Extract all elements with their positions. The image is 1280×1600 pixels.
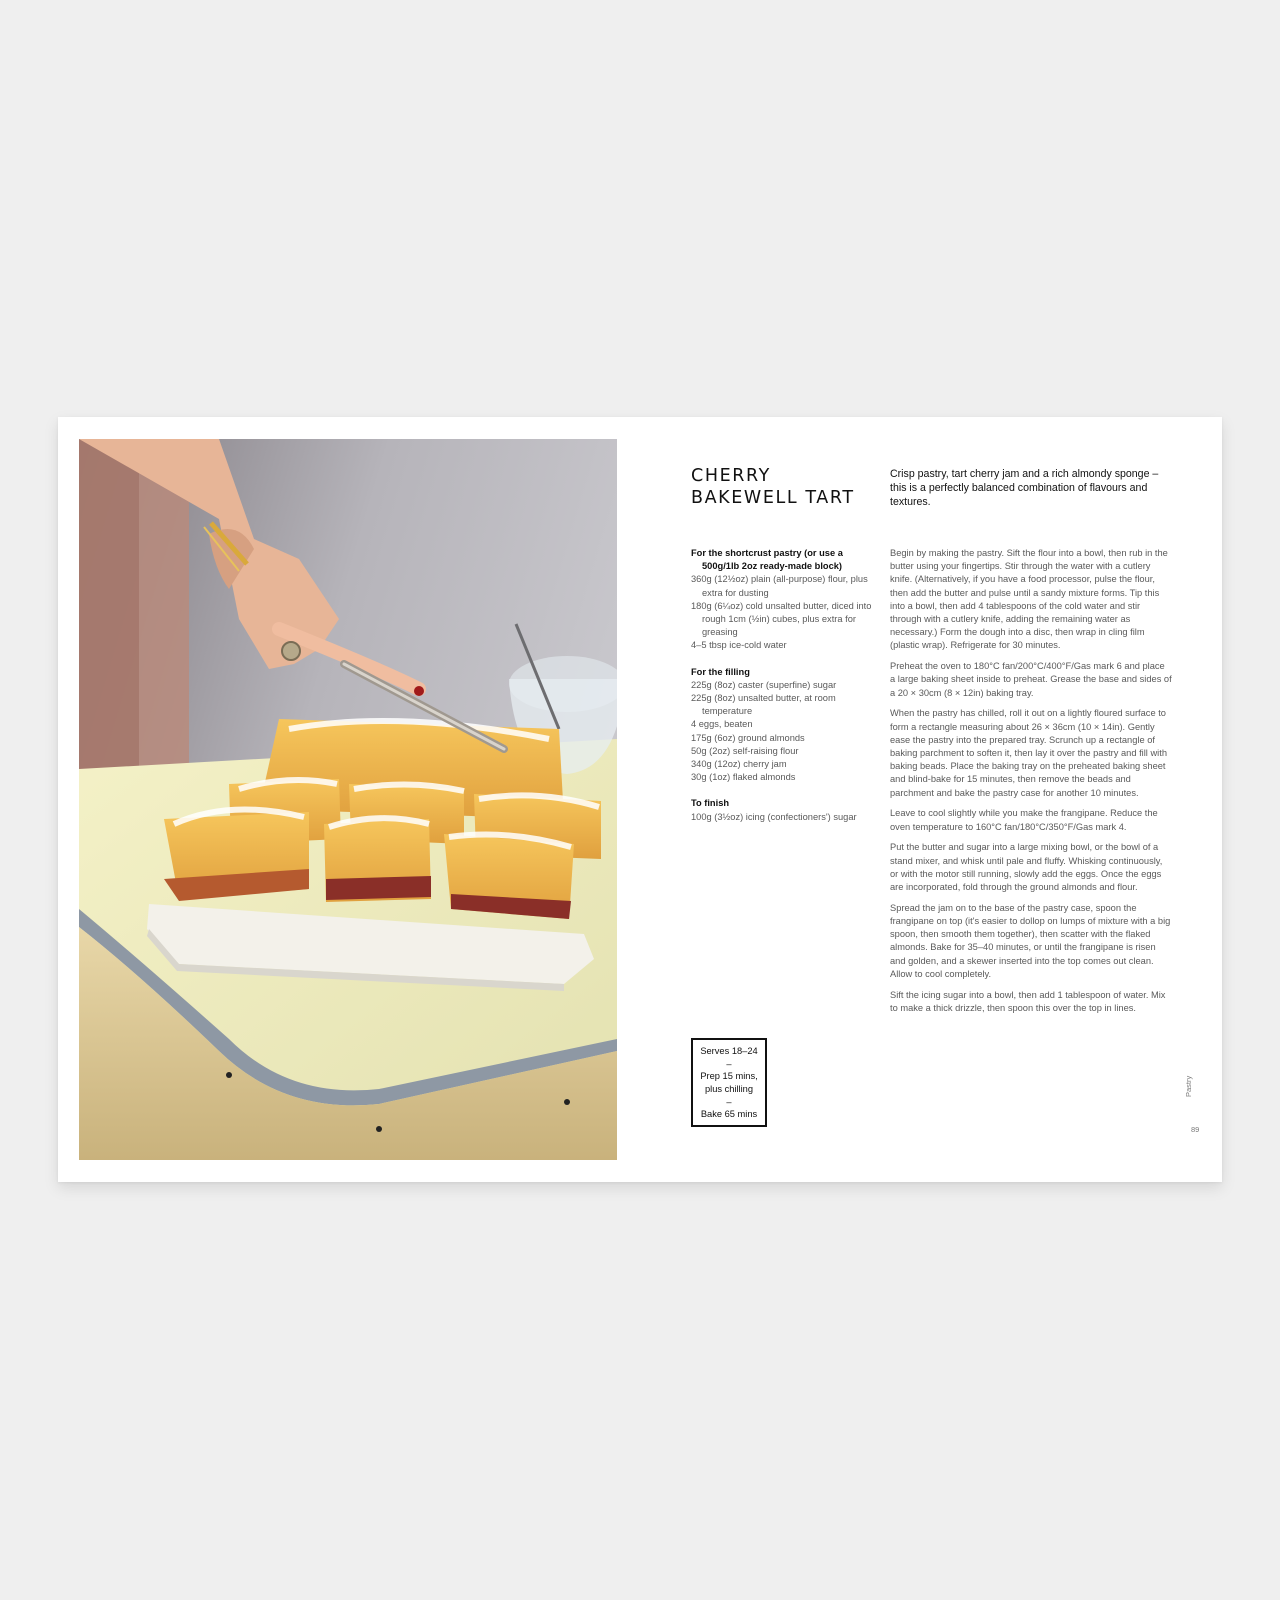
separator-dash: –	[726, 1097, 732, 1107]
recipe-title-line-1: CHERRY	[691, 466, 771, 486]
ingredient-item: 175g (6oz) ground almonds	[691, 732, 805, 743]
ingredient-group-heading: For the filling	[691, 666, 750, 677]
method-paragraph: When the pastry has chilled, roll it out on a lightly floured surface to form a rectangle measuring about 26 × 36cm (10 × 14in). Gently ease the pastry into the prepared tray. Scrunch up a rectangle of baking parchment to soften it, then lay it over the pastry and fill with baking beads. Place the baking tray on the preheated baking sheet and blind-bake for 15 minutes, then remove the beads and parchment and bake the pastry case for another 10 minutes.	[890, 708, 1167, 798]
method-paragraph: Spread the jam on to the base of the pastry case, spoon the frangipane on top (it's easier to dollop on lumps of mixture with a big spoon, then smooth them together), then scatter with the flaked almonds. Bake for 35–40 minutes, or until the frangipane is risen and golden, and a skewer inserted into the top comes out clean. Allow to cool completely.	[890, 902, 1171, 979]
ingredient-group-pastry	[691, 547, 875, 653]
method-paragraph: Begin by making the pastry. Sift the flour into a bowl, then rub in the butter using your fingertips. Stir through the water with a cutlery knife. (Alternatively, if you have a food processor, pulse the flour, then add the butter and pulse until a sandy mixture forms. Tip this into a bowl, then add 4 tablespoons of the cold water and stir through with a cutlery knife, adding the remaining water as necessary.) Form the dough into a disc, then wrap in cling film (plastic wrap). Refrigerate for 30 minutes.	[890, 548, 1168, 651]
ingredient-item: 180g (6¼oz) cold unsalted butter, diced into rough 1cm (½in) cubes, plus extra for greasing	[691, 600, 872, 638]
ingredient-group-finish	[691, 797, 875, 823]
page-number: 89	[1191, 1125, 1200, 1134]
serves-text: Serves 18–24	[700, 1046, 758, 1056]
method-steps	[890, 547, 1172, 1023]
recipe-title	[691, 465, 891, 509]
serving-info-box	[691, 1038, 767, 1127]
ingredient-group-heading: To finish	[691, 798, 730, 809]
ingredient-item: 4 eggs, beaten	[691, 719, 753, 730]
separator-dash: –	[726, 1059, 732, 1069]
method-paragraph: Put the butter and sugar into a large mixing bowl, or the bowl of a stand mixer, and whisk until pale and fluffy. Whisking continuously, or with the motor still running, slowly add the eggs. Once the eggs are incorporated, fold through the ground almonds and flour.	[890, 842, 1163, 893]
ingredient-item: 100g (3½oz) icing (confectioners') sugar	[691, 811, 857, 822]
ingredients-list	[691, 547, 875, 837]
recipe-photo	[79, 439, 617, 1160]
ingredient-item: 30g (1oz) flaked almonds	[691, 772, 796, 783]
method-paragraph: Sift the icing sugar into a bowl, then add 1 tablespoon of water. Mix to make a thick drizzle, then spoon this over the top in lines.	[890, 989, 1166, 1013]
ingredient-item: 360g (12½oz) plain (all-purpose) flour, plus extra for dusting	[691, 574, 868, 598]
ingredient-item: 50g (2oz) self-raising flour	[691, 745, 799, 756]
ingredient-item: 340g (12oz) cherry jam	[691, 759, 787, 770]
ingredient-item: 225g (8oz) caster (superfine) sugar	[691, 679, 837, 690]
ingredient-item: 225g (8oz) unsalted butter, at room temperature	[691, 693, 836, 717]
ingredient-group-filling	[691, 666, 875, 785]
ingredient-item: 4–5 tbsp ice-cold water	[691, 640, 787, 651]
section-running-head: Pastry	[1184, 1075, 1193, 1097]
prep-chilling-text: plus chilling	[704, 1084, 754, 1094]
book-spread	[58, 417, 1222, 1182]
method-paragraph: Preheat the oven to 180°C fan/200°C/400°F/Gas mark 6 and place a large baking sheet inside to preheat. Grease the base and sides of a 20 × 30cm (8 × 12in) baking tray.	[890, 661, 1172, 698]
ingredient-group-heading: For the shortcrust pastry (or use a 500g/1lb 2oz ready-made block)	[691, 548, 843, 572]
method-paragraph: Leave to cool slightly while you make the frangipane. Reduce the oven temperature to 160°C fan/180°C/350°F/Gas mark 4.	[890, 808, 1158, 832]
bake-time-text: Bake 65 mins	[700, 1109, 758, 1119]
recipe-title-line-2: BAKEWELL TART	[691, 488, 855, 508]
recipe-intro: Crisp pastry, tart cherry jam and a rich almondy sponge – this is a perfectly balanced combination of flavours and textures.	[890, 468, 1159, 508]
prep-time-text: Prep 15 mins,	[700, 1071, 758, 1081]
